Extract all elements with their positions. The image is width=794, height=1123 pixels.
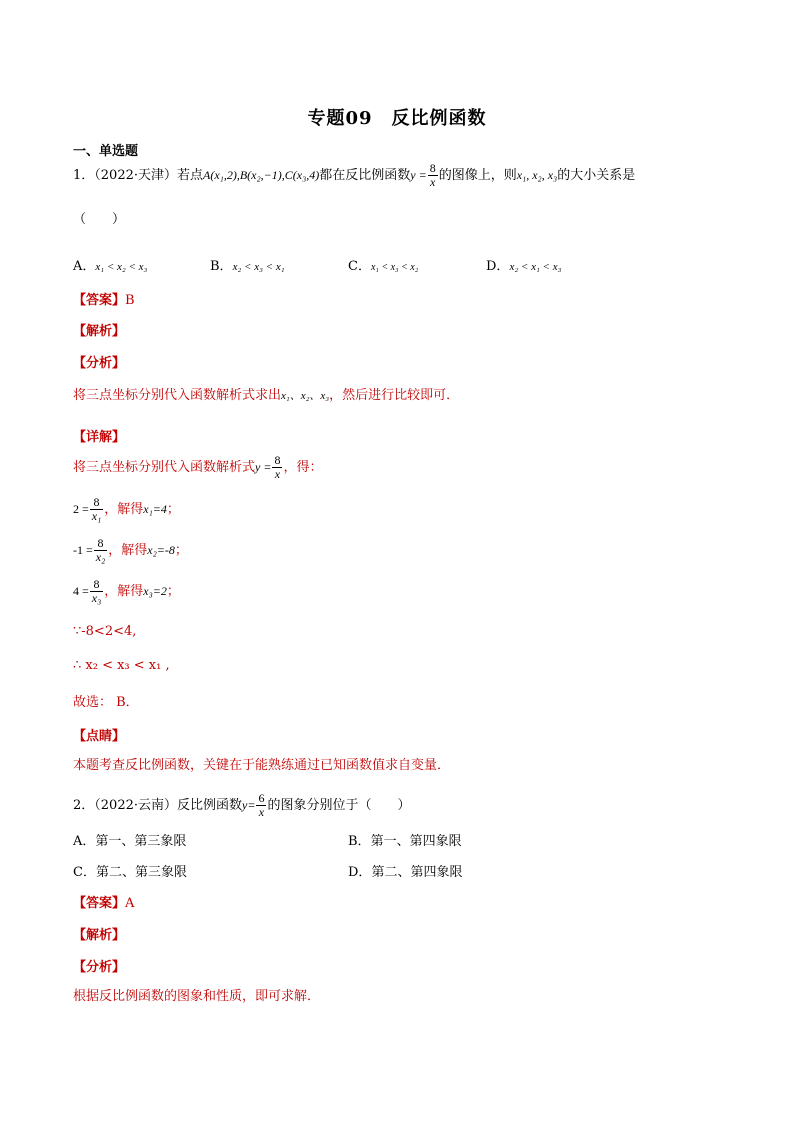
q1-points: A(x₁,2),B(x₂,−1),C(x₃,4): [203, 168, 320, 182]
q1-because: ∵-8<2<4,: [73, 624, 137, 639]
q2-option-b: B．第一、第四象限: [348, 834, 462, 849]
q1-therefore: ∴ x₂ < x₃ < x₁ ,: [73, 658, 170, 673]
q1-dianjing-label: 【点睛】: [73, 729, 126, 744]
q1-option-a: A．x₁ < x₂ < x₃: [73, 259, 148, 274]
q1-func-lhs: y =: [410, 168, 427, 182]
q1-tail: 的图像上，则: [438, 168, 517, 183]
q2-func-fraction: $\frac{6}{x}$: [258, 791, 265, 819]
q1-choose: 故选： B．: [73, 695, 139, 710]
q1-step-2: -1 = $\frac{8}{\text{x₂}}$ ，解得x₂=-8；: [73, 536, 188, 564]
q2-answer: 【答案】A: [73, 896, 135, 911]
q2-option-c: C．第二、第三象限: [73, 865, 187, 880]
q1-paren: （ ）: [73, 212, 126, 227]
q1-comment: 本题考查反比例函数，关键在于能熟练通过已知函数值求自变量．: [73, 758, 451, 773]
q1-tail2: 的大小关系是: [557, 168, 636, 183]
page-title: 专题09 反比例函数: [307, 108, 487, 129]
section-heading: 一、单选题: [73, 144, 139, 159]
q1-analysis: 将三点坐标分别代入函数解析式求出x₁、x₂、x₃，然后进行比较即可．: [73, 388, 460, 403]
q1-detail-intro: 将三点坐标分别代入函数解析式y = $\frac{8}{x}$ ，得：: [73, 453, 323, 481]
q1-option-c: C．x₁ < x₃ < x₂: [348, 259, 419, 274]
q1-answer-value: B: [125, 293, 135, 308]
q1-jiexi-label: 【解析】: [73, 324, 126, 339]
q1-option-d: D．x₂ < x₁ < x₃: [486, 259, 562, 274]
q1-fenxi-label: 【分析】: [73, 356, 126, 371]
q1-step-1: 2 = $\frac{8}{\text{x₁}}$ ，解得x₁=4；: [73, 495, 180, 523]
q1-option-b: B．x₂ < x₃ < x₁: [210, 259, 285, 274]
q1-vars: x₁, x₂, x₃: [516, 168, 558, 182]
q2-option-a: A．第一、第三象限: [73, 834, 187, 849]
q1-mid: 都在反比例函数: [319, 168, 411, 183]
q2-option-d: D．第二、第四象限: [348, 865, 463, 880]
q1-step-3: 4 = $\frac{8}{\text{x₃}}$ ，解得x₃=2；: [73, 577, 180, 605]
q1-lead: 1．（2022·天津）若点: [73, 168, 203, 183]
q1-answer: 【答案】B: [73, 293, 135, 308]
q1-stem: [73, 162, 635, 189]
q1-xiangjie-label: 【详解】: [73, 430, 126, 445]
q2-jiexi-label: 【解析】: [73, 928, 126, 943]
q2-fenxi-label: 【分析】: [73, 960, 126, 975]
q2-analysis: 根据反比例函数的图象和性质，即可求解．: [73, 989, 321, 1004]
q2-answer-value: A: [125, 896, 135, 911]
q1-func-fraction: $\frac{8}{x}$: [429, 161, 436, 189]
q2-stem: 2．（2022·云南）反比例函数y= $\frac{6}{x}$ 的图象分别位于（ ）: [73, 791, 411, 819]
